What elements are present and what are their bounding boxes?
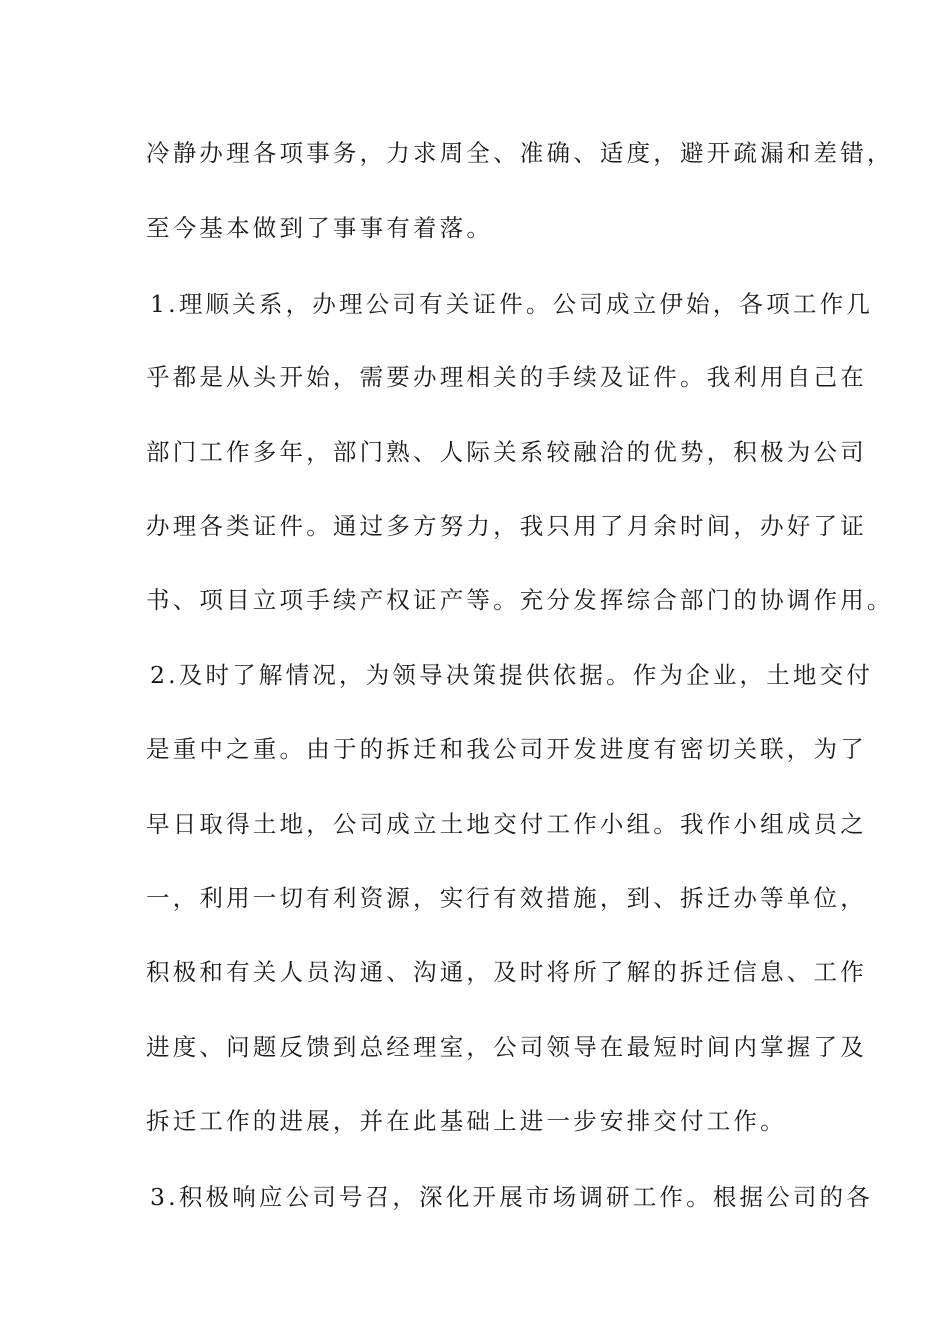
text-line: 是重中之重。由于的拆迁和我公司开发进度有密切关联，为了 <box>146 735 867 763</box>
text-line: 冷静办理各项事务，力求周全、准确、适度，避开疏漏和差错， <box>146 139 894 167</box>
text-line: 早日取得土地，公司成立土地交付工作小组。我作小组成员之 <box>146 810 867 838</box>
text-line: 乎都是从头开始，需要办理相关的手续及证件。我利用自己在 <box>146 363 867 391</box>
text-line: 积极和有关人员沟通、沟通，及时将所了解的拆迁信息、工作 <box>146 958 867 986</box>
text-line: 办理各类证件。通过多方努力，我只用了月余时间，办好了证 <box>146 512 867 540</box>
text-line: 进度、问题反馈到总经理室，公司领导在最短时间内掌握了及 <box>146 1033 867 1061</box>
numbered-paragraph-2-start: 2.及时了解情况，为领导决策提供依据。作为企业，土地交付 <box>150 661 874 689</box>
text-line: 拆迁工作的进展，并在此基础上进一步安排交付工作。 <box>146 1107 787 1135</box>
text-line: 书、项目立项手续产权证产等。充分发挥综合部门的协调作用。 <box>146 586 894 614</box>
text-line: 一，利用一切有利资源，实行有效措施，到、拆迁办等单位， <box>146 884 867 912</box>
text-line: 至今基本做到了事事有着落。 <box>146 214 494 242</box>
numbered-paragraph-1-start: 1.理顺关系，办理公司有关证件。公司成立伊始，各项工作几 <box>150 290 874 318</box>
numbered-paragraph-3-start: 3.积极响应公司号召，深化开展市场调研工作。根据公司的各 <box>150 1183 874 1211</box>
text-line: 部门工作多年，部门熟、人际关系较融洽的优势，积极为公司 <box>146 438 867 466</box>
